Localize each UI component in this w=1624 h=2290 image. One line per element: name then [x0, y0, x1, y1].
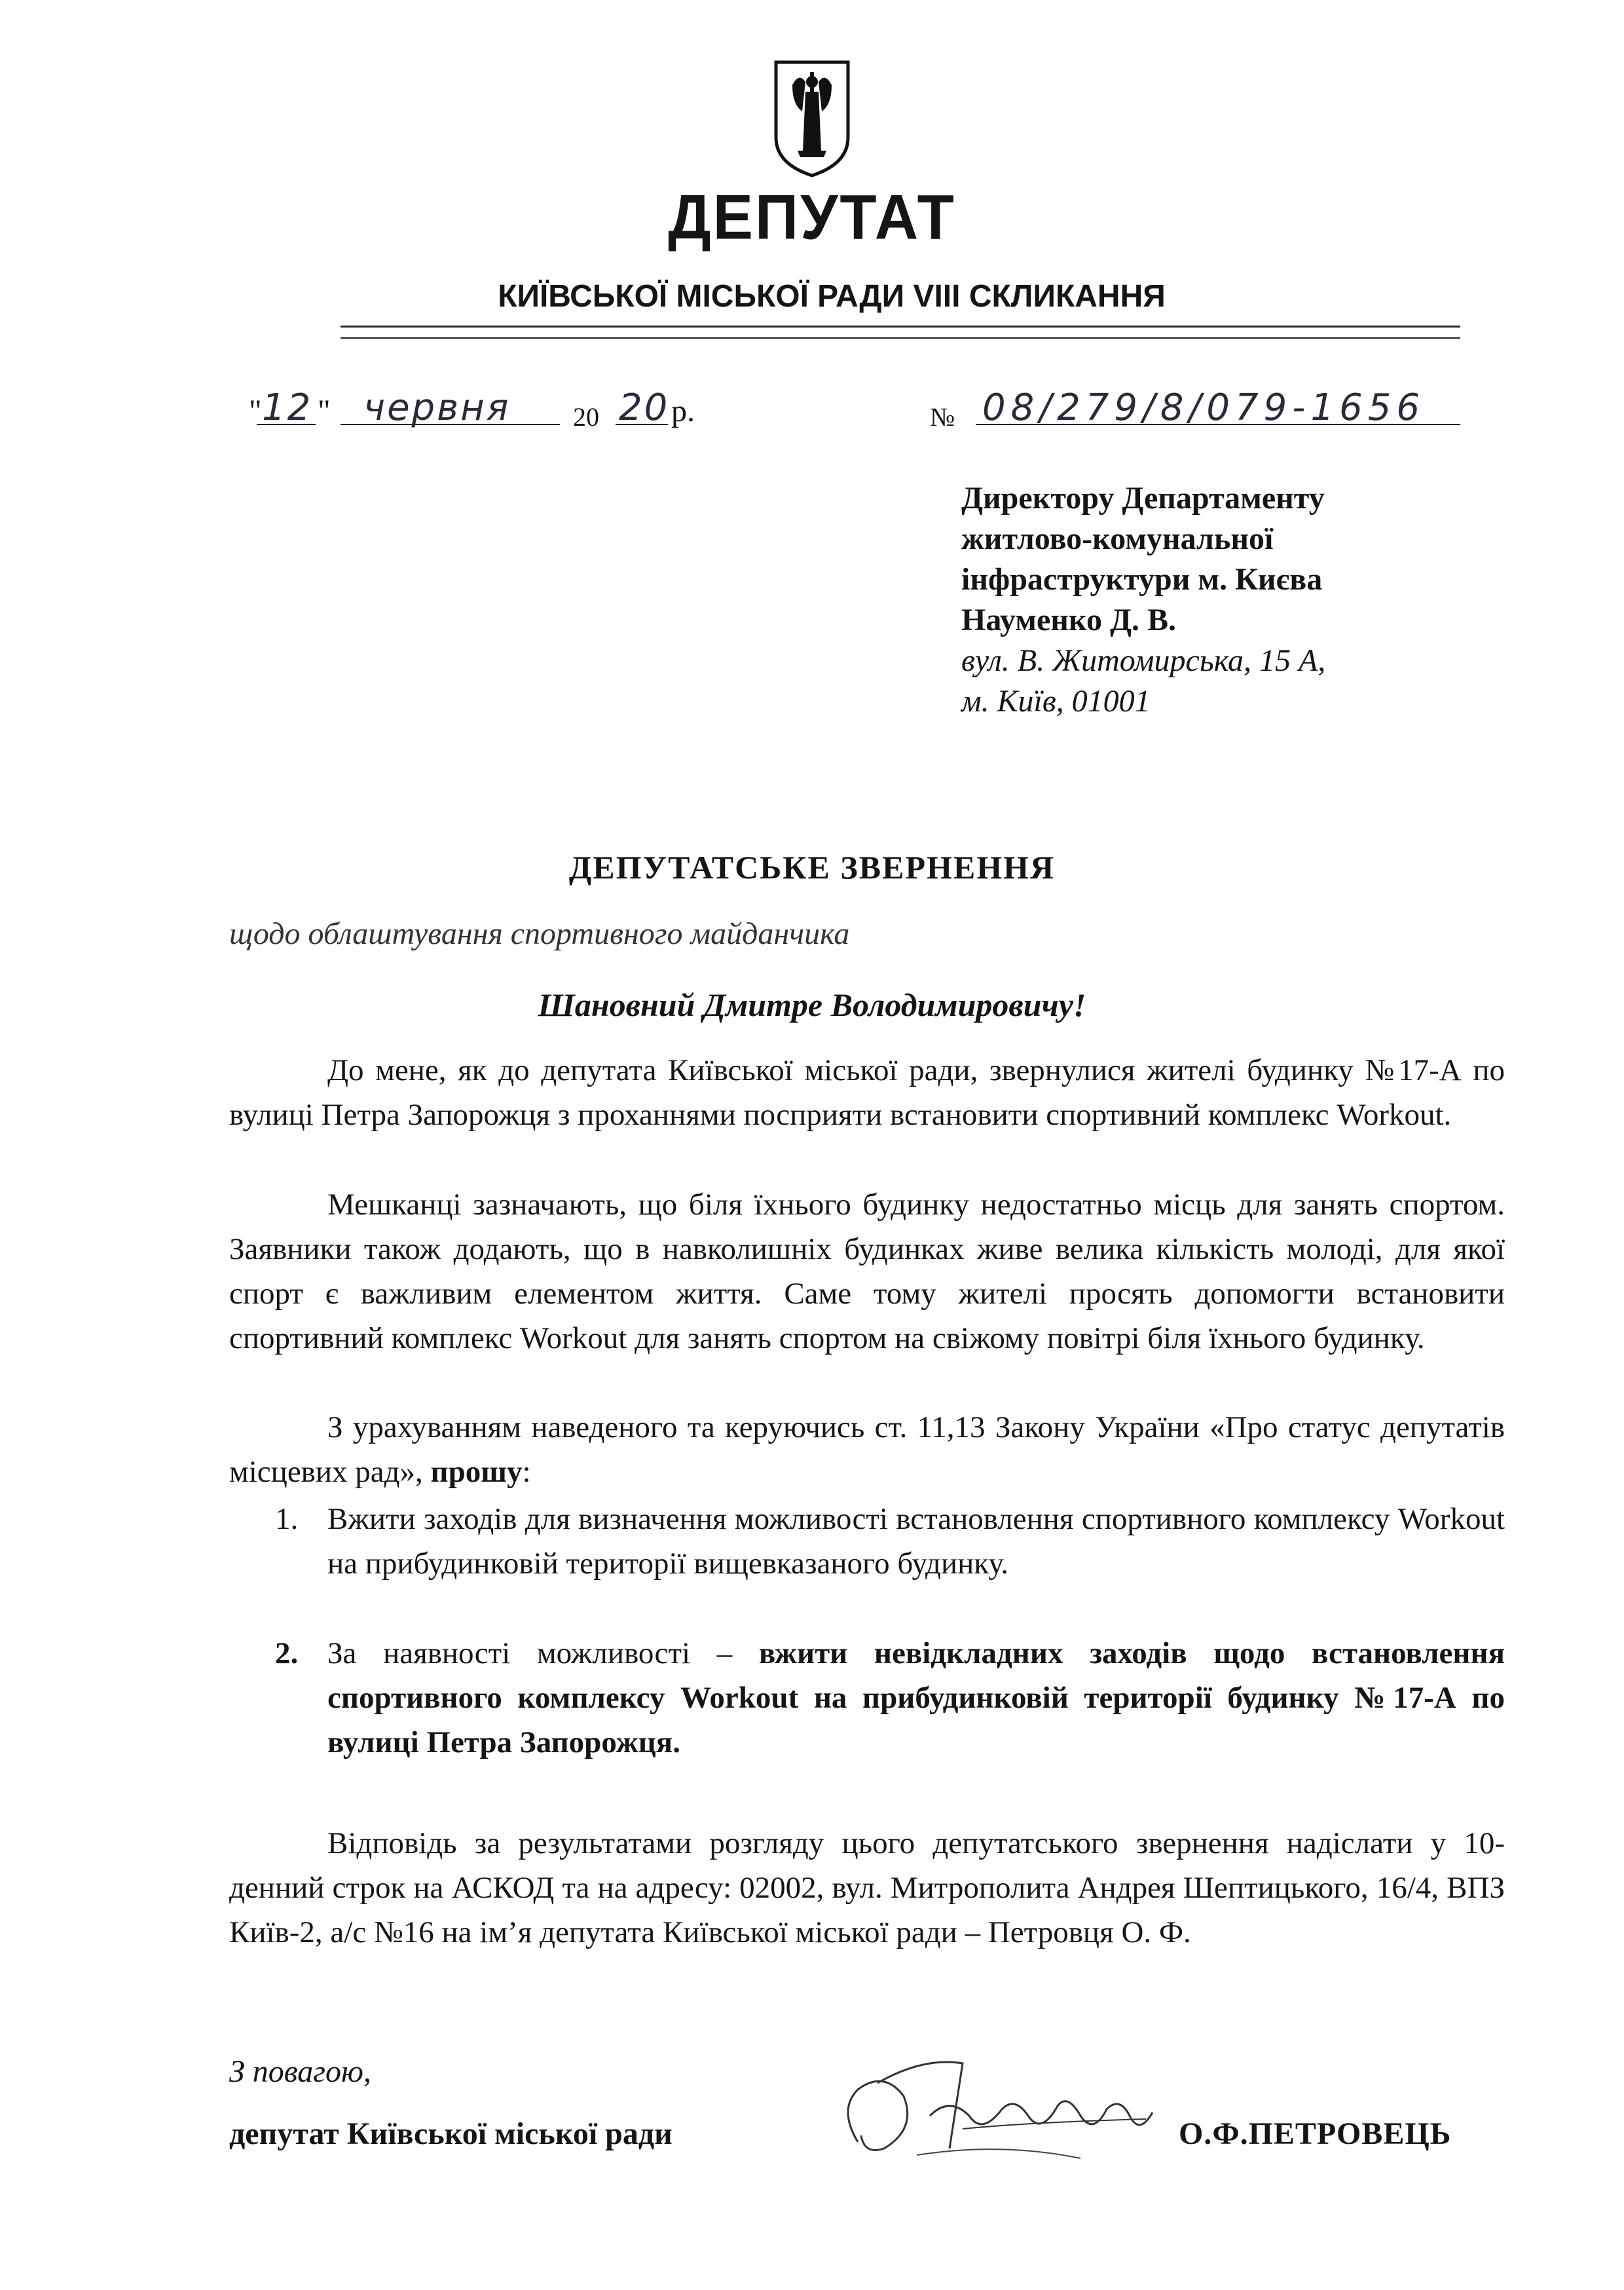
list-item-2 — [229, 1631, 1505, 1765]
paragraph-4: Відповідь за результатами розгляду цього депутатського звернення надіслати у 10-денний строк на АСКОД та на адресу: 02002, вул. Митрополита Андрея Шептицького, 16/4, ВПЗ Київ-2, а/с №16 на ім’я депутата Київської міської ради – Петровця О. Ф. — [229, 1826, 1505, 1949]
addressee-block — [961, 478, 1551, 722]
paragraph-3-text: З урахуванням наведеного та керуючись ст. 11,13 Закону України «Про статус депутатів місцевих рад», — [229, 1410, 1505, 1489]
handwritten-signature — [832, 2044, 1172, 2181]
date-open-quote: " — [249, 394, 262, 428]
reg-number-label: № — [930, 402, 955, 432]
addressee-line-5: вул. В. Житомирська, 15 А, — [961, 643, 1326, 678]
document-title: ДЕПУТАТСЬКЕ ЗВЕРНЕННЯ — [568, 849, 1056, 886]
list-item-2-text: За наявності можливості – — [327, 1636, 759, 1670]
paragraph-2: Мешканці зазначають, що біля їхнього будинку недостатньо місць для занять спортом. Заявники також додають, що в навколишніх будинках живе велика кількість молоді, для якої спорт є важливим елементом життя. Саме тому жителі просять допомогти встановити спортивний комплекс Workout для занять спортом на свіжому повітрі біля їхнього будинку. — [229, 1188, 1505, 1355]
addressee-line-2: житлово-комунальної — [961, 521, 1274, 556]
date-year-suffix: 20 — [619, 386, 670, 429]
header-divider-thin — [341, 337, 1460, 339]
signer-role: депутат Київської міської ради — [229, 2116, 673, 2151]
document-subtitle: щодо облаштування спортивного майданчика — [229, 916, 850, 951]
date-month: червня — [363, 386, 511, 429]
addressee-line-1: Директору Департаменту — [961, 481, 1325, 516]
paragraph-3 — [229, 1405, 1505, 1494]
addressee-line-4: Науменко Д. В. — [961, 603, 1176, 637]
paragraph-3-request: прошу — [430, 1455, 523, 1489]
date-day-underline — [257, 424, 316, 425]
date-year-unit: р. — [671, 394, 695, 428]
list-item-1-number: 1. — [275, 1502, 299, 1536]
addressee-line-6: м. Київ, 01001 — [961, 684, 1151, 719]
paragraph-3-end: : — [522, 1455, 531, 1489]
date-close-quote: " — [318, 394, 331, 428]
list-item-1-text: Вжити заходів для визначення можливості встановлення спортивного комплексу Workout на прибудинковій території вищевказаного будинку. — [327, 1502, 1505, 1581]
header-subtitle: КИЇВСЬКОЇ МІСЬКОЇ РАДИ VIII СКЛИКАННЯ — [498, 279, 1166, 314]
header-title: ДЕПУТАТ — [668, 182, 956, 253]
date-day: 12 — [262, 386, 313, 429]
header-divider — [341, 326, 1460, 328]
reg-number-value: 08/279/8/079-1656 — [982, 386, 1425, 429]
kyiv-coat-of-arms-icon — [773, 59, 851, 177]
salutation: Шановний Дмитре Володимировичу! — [538, 986, 1086, 1023]
addressee-line-3: інфраструктури м. Києва — [961, 562, 1323, 597]
closing-regards: З повагою, — [229, 2054, 371, 2089]
date-year-prefix: 20 — [573, 402, 599, 432]
date-year-underline — [616, 424, 668, 425]
list-item-2-bold-text: вжити невідкладних заходів щодо встановлення спортивного комплексу Workout на прибудинковій території будинку №17-А по вулиці Петра Запорожця. — [327, 1636, 1505, 1759]
paragraph-1: До мене, як до депутата Київської міської ради, звернулися жителі будинку №17-А по вулиці Петра Запорожця з проханнями посприяти встановити спортивний комплекс Workout. — [229, 1053, 1505, 1132]
signer-name: О.Ф.ПЕТРОВЕЦЬ — [1179, 2116, 1452, 2151]
date-number-row — [249, 383, 1460, 442]
reg-number-underline — [976, 424, 1460, 425]
list-item-1 — [229, 1497, 1505, 1586]
date-month-underline — [341, 424, 560, 425]
list-item-2-number: 2. — [275, 1636, 299, 1670]
